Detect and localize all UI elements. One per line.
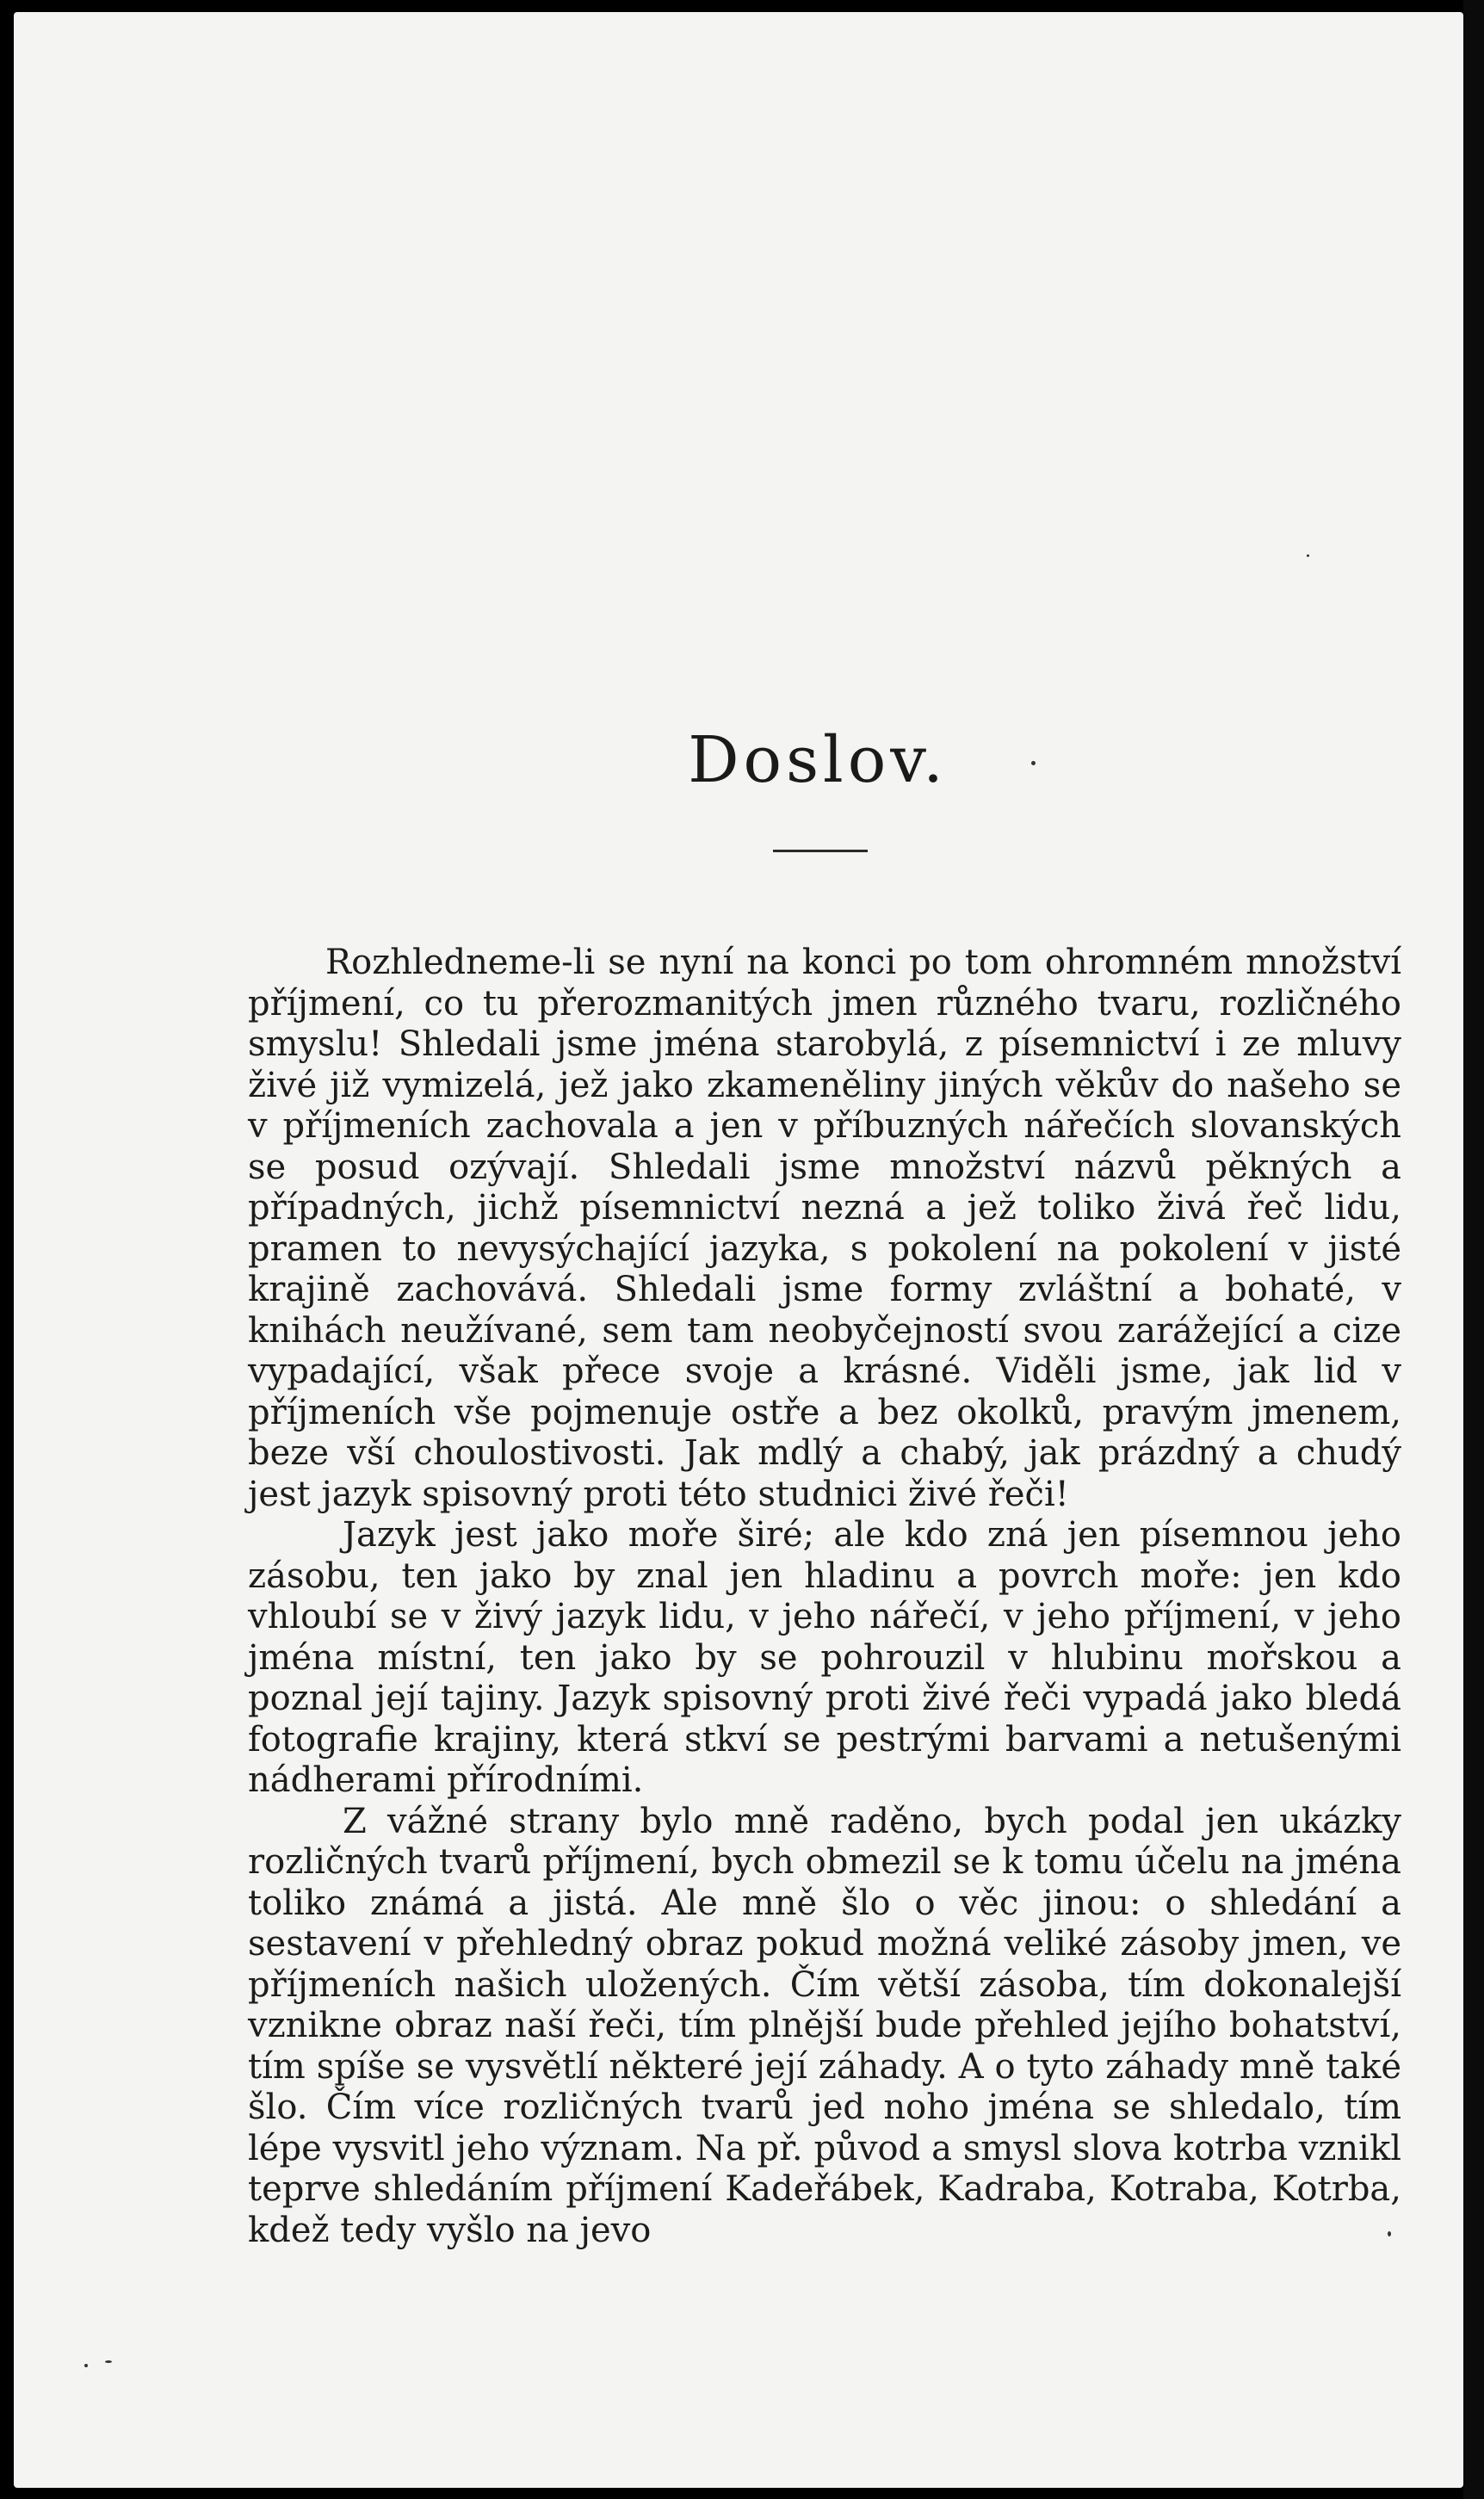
title-divider — [773, 850, 868, 852]
scan-speck — [105, 2360, 112, 2363]
page-title: Doslov. — [688, 723, 948, 797]
page-edge-shadow — [1463, 0, 1484, 2499]
paragraph-3: Z vážné strany bylo mně raděno, bych podal jen ukázky rozličných tvarů příjmení, bych obmezil se k tomu účelu na jména toliko známá a jistá. Ale mně šlo o věc jinou: o shledání a sestavení v přehledný obraz pokud možná veliké zásoby jmen, ve příjmeních našich uložených. Čím větší zásoba, tím dokonalejší vznikne obraz naší řeči, tím plnější bude přehled jejího bohatství, tím spíše se vysvětlí některé její záhady. A o tyto záhady mně také šlo. Čím více rozličných tvarů jed noho jména se shledalo, tím lépe vysvitl jeho význam. Na př. původ a smysl slova kotrba vznikl teprve shledáním příjmení Kadeřábek, Kadraba, Kotraba, Kotrba, kdež tedy vyšlo na jevo — [248, 1801, 1401, 2250]
scan-speck — [84, 2364, 88, 2367]
body-text — [248, 943, 1401, 2251]
paragraph-2: Jazyk jest jako moře širé; ale kdo zná jen písemnou jeho zásobu, ten jako by znal jen hladinu a povrch moře: jen kdo vhloubí se v živý jazyk lidu, v jeho nářečí, v jeho příjmení, v jeho jména místní, ten jako by se pohrouzil v hlubinu mořskou a poznal její tajiny. Jazyk spisovný proti živé řeči vypadá jako bledá fotografie krajiny, která stkví se pestrými barvami a netušenými nádherami přírodními. — [248, 1515, 1401, 1800]
scan-speck — [1031, 761, 1036, 765]
scan-speck — [1388, 2231, 1391, 2236]
scan-speck — [1307, 554, 1309, 557]
paragraph-1: Rozhledneme-li se nyní na konci po tom ohromném množství příjmení, co tu přerozmanitých jmen různého tvaru, rozličného smyslu! Shledali jsme jména starobylá, z písemnictví i ze mluvy živé již vymizelá, jež jako zkameněliny jiných věkův do našeho se v příjmeních zachovala a jen v příbuzných nářečích slovanských se posud ozývají. Shledali jsme množství názvů pěkných a případných, jichž písemnictví nezná a jež toliko živá řeč lidu, pramen to nevysýchající jazyka, s pokolení na pokolení v jisté krajině zachovává. Shledali jsme formy zvláštní a bohaté, v knihách neužívané, sem tam neobyčejností svou zarážející a cize vypadající, však přece svoje a krásné. Viděli jsme, jak lid v příjmeních vše pojmenuje ostře a bez okolků, pravým jmenem, beze vší choulostivosti. Jak mdlý a chabý, jak prázdný a chudý jest jazyk spisovný proti této studnici živé řeči! — [248, 943, 1401, 1514]
